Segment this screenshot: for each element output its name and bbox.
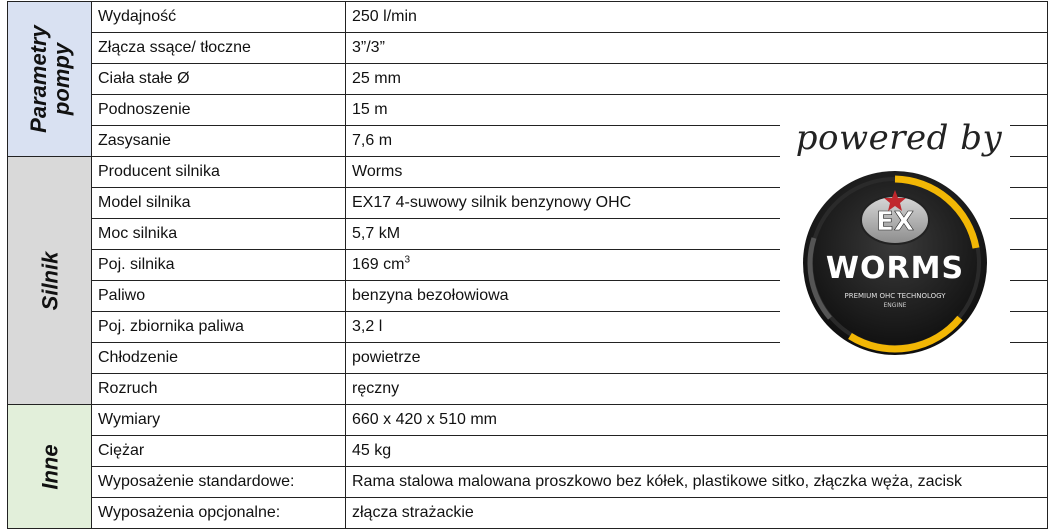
table-row [8,64,1048,95]
param-cell: Moc silnika [92,219,346,250]
param-cell: Wymiary [92,405,346,436]
powered-by-text: powered by [795,118,1003,158]
value-cell: 7,6 m [346,126,1048,157]
param-cell: Wyposażenie standardowe: [92,467,346,498]
param-cell: Podnoszenie [92,95,346,126]
table-row [8,405,1048,436]
table-row [8,436,1048,467]
value-cell: 25 mm [346,64,1048,95]
value-cell: 660 x 420 x 510 mm [346,405,1048,436]
value-cell: EX17 4-suwowy silnik benzynowy OHC [346,188,1048,219]
table-row [8,498,1048,529]
table-row [8,2,1048,33]
param-cell: Poj. zbiornika paliwa [92,312,346,343]
value-cell: 15 m [346,95,1048,126]
param-cell: Złącza ssące/ tłoczne [92,33,346,64]
param-cell: Paliwo [92,281,346,312]
value-cell: 45 kg [346,436,1048,467]
value-cell: benzyna bezołowiowa [346,281,1048,312]
group-cell-pump [8,2,92,157]
value-cell: złącza strażackie [346,498,1048,529]
table-row [8,374,1048,405]
param-cell: Wyposażenia opcjonalne: [92,498,346,529]
value-cell: 5,7 kM [346,219,1048,250]
superscript: 3 [404,254,411,266]
param-cell: Rozruch [92,374,346,405]
group-cell-other [8,405,92,529]
value-cell: Rama stalowa malowana proszkowo bez kółek, plastikowe sitko, złączka węża, zacisk [346,467,1048,498]
param-cell: Chłodzenie [92,343,346,374]
badge-subtitle-2: ENGINE [883,302,907,309]
displacement-value: 169 cm [352,256,405,273]
param-cell: Poj. silnika [92,250,346,281]
value-cell: Worms [346,157,1048,188]
value-cell: ręczny [346,374,1048,405]
group-label-engine: Silnik [37,251,62,310]
param-cell: Producent silnika [92,157,346,188]
table-row [8,467,1048,498]
value-cell: 250 l/min [346,2,1048,33]
ex-mark: EX [876,207,914,237]
table-row [8,33,1048,64]
group-label-pump: Parametry pompy [25,25,74,133]
group-label-other: Inne [37,443,62,490]
param-cell: Ciała stałe Ø [92,64,346,95]
brand-name: WORMS [825,251,965,286]
group-cell-engine [8,157,92,405]
param-cell: Zasysanie [92,126,346,157]
value-cell: 3”/3” [346,33,1048,64]
worms-engine-badge [790,168,1000,358]
param-cell: Model silnika [92,188,346,219]
param-cell: Ciężar [92,436,346,467]
worms-logo [780,118,1010,358]
value-cell: powietrze [346,343,1048,374]
param-cell: Wydajność [92,2,346,33]
value-cell: 3,2 l [346,312,1048,343]
badge-subtitle-1: PREMIUM OHC TECHNOLOGY [844,292,946,300]
